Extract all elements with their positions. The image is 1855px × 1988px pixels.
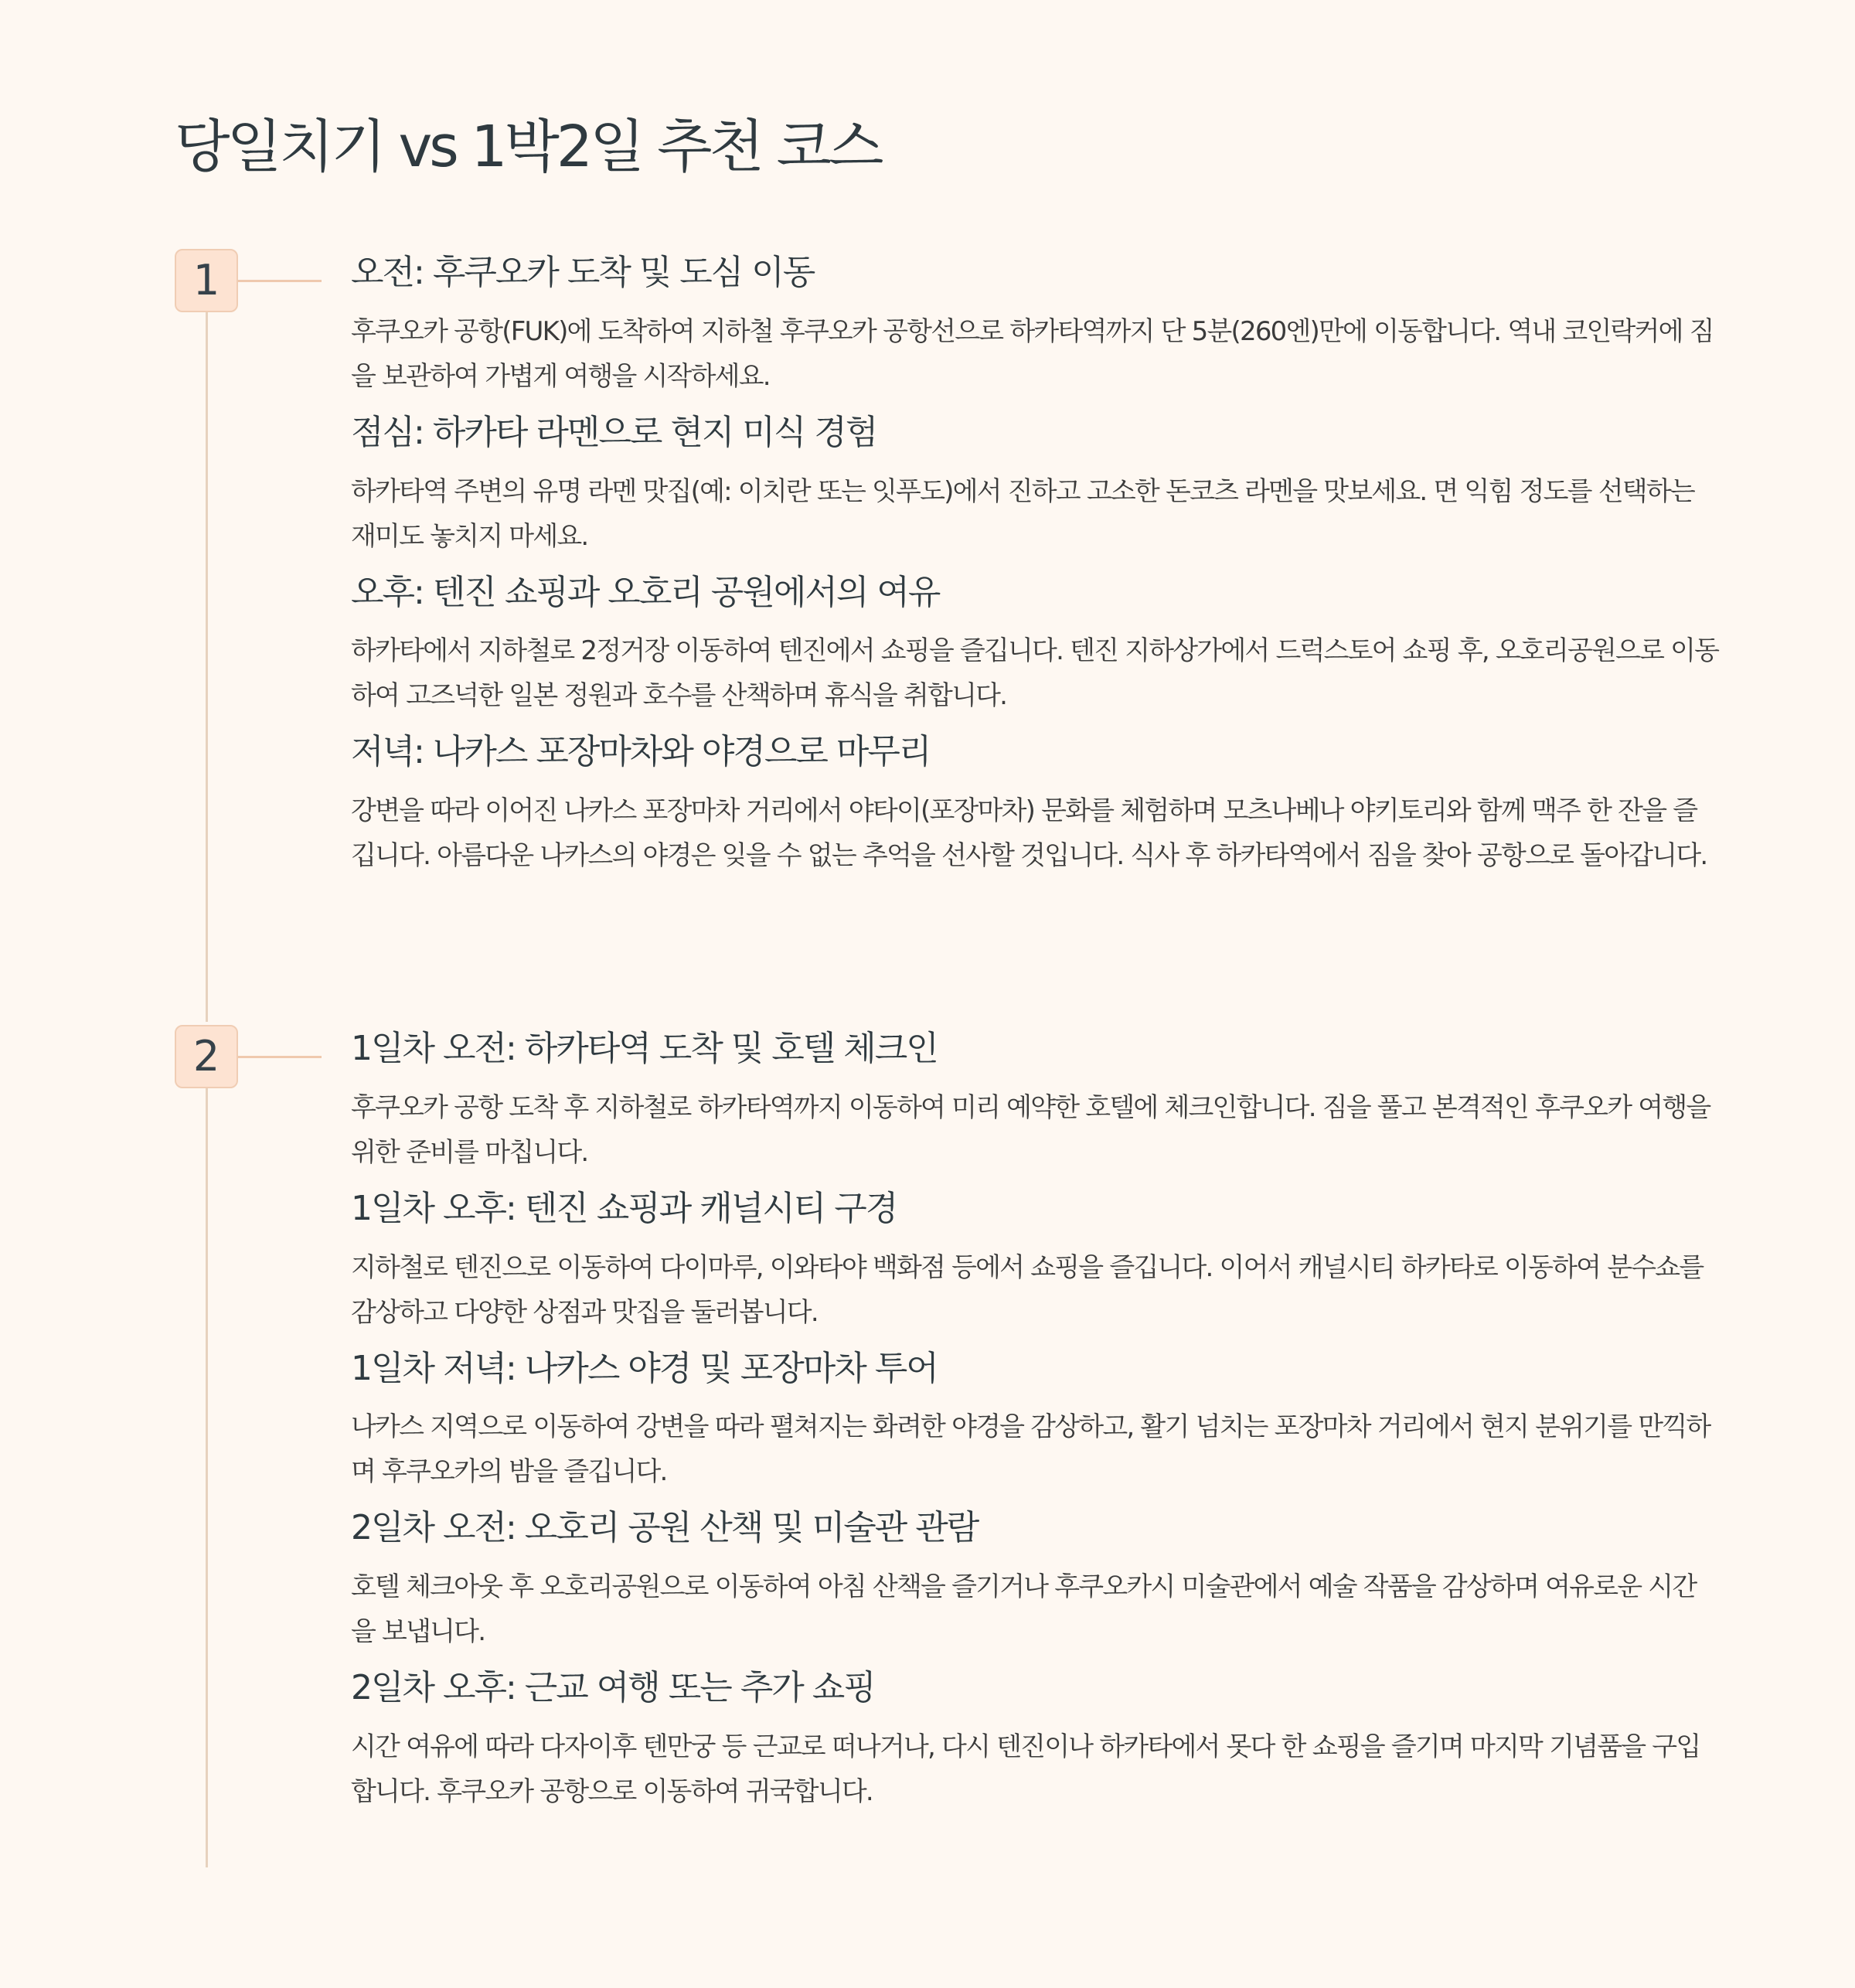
- course-overnight: [175, 1025, 1721, 1867]
- entry-description: 후쿠오카 공항(FUK)에 도착하여 지하철 후쿠오카 공항선으로 하카타역까지 단 5분(260엔)만에 이동합니다. 역내 코인락커에 짐을 보관하여 가볍게 여행을 시작하세요.: [351, 315, 1714, 392]
- entry-heading: 1일차 오후: 텐진 쇼핑과 캐널시티 구경: [351, 1188, 897, 1228]
- itinerary-entry: [351, 1508, 1719, 1654]
- course-day-trip: [175, 249, 1721, 1022]
- timeline-line: [206, 312, 208, 1022]
- entry-description: 하카타역 주변의 유명 라멘 맛집(예: 이치란 또는 잇푸도)에서 진하고 고소한 돈코츠 라멘을 맛보세요. 면 익힘 정도를 선택하는 재미도 놓치지 마세요.: [351, 475, 1694, 552]
- entry-heading: 1일차 저녁: 나카스 야경 및 포장마차 투어: [351, 1348, 938, 1388]
- course-content: [351, 253, 1719, 892]
- step-number-badge: 2: [175, 1025, 238, 1088]
- itinerary-entry: [351, 573, 1719, 719]
- entry-heading: 저녁: 나카스 포장마차와 야경으로 마무리: [351, 732, 931, 772]
- itinerary-entry: [351, 253, 1719, 399]
- entry-heading: 점심: 하카타 라멘으로 현지 미식 경험: [351, 412, 877, 452]
- itinerary-entry: [351, 1029, 1719, 1175]
- badge-connector: [238, 1056, 322, 1058]
- entry-description: 시간 여유에 따라 다자이후 텐만궁 등 근교로 떠나거나, 다시 텐진이나 하카타에서 못다 한 쇼핑을 즐기며 마지막 기념품을 구입합니다. 후쿠오카 공항으로 이동하여 귀국합니다.: [351, 1731, 1700, 1807]
- entry-heading: 2일차 오전: 오호리 공원 산책 및 미술관 관람: [351, 1508, 979, 1548]
- course-content: [351, 1029, 1719, 1828]
- itinerary-entry: [351, 413, 1719, 559]
- timeline-line: [206, 1088, 208, 1867]
- entry-description: 후쿠오카 공항 도착 후 지하철로 하카타역까지 이동하여 미리 예약한 호텔에 체크인합니다. 짐을 풀고 본격적인 후쿠오카 여행을 위한 준비를 마칩니다.: [351, 1091, 1710, 1168]
- page-title: 당일치기 vs 1박2일 추천 코스: [175, 114, 881, 180]
- entry-description: 나카스 지역으로 이동하여 강변을 따라 펼쳐지는 화려한 야경을 감상하고, 활기 넘치는 포장마차 거리에서 현지 분위기를 만끽하며 후쿠오카의 밤을 즐깁니다.: [351, 1411, 1710, 1488]
- entry-heading: 2일차 오후: 근교 여행 또는 추가 쇼핑: [351, 1668, 875, 1708]
- itinerary-entry: [351, 1349, 1719, 1495]
- itinerary-entry: [351, 1668, 1719, 1814]
- step-number-badge: 1: [175, 249, 238, 312]
- entry-description: 호텔 체크아웃 후 오호리공원으로 이동하여 아침 산책을 즐기거나 후쿠오카시 미술관에서 예술 작품을 감상하며 여유로운 시간을 보냅니다.: [351, 1571, 1697, 1648]
- entry-heading: 오전: 후쿠오카 도착 및 도심 이동: [351, 253, 815, 292]
- entry-description: 지하철로 텐진으로 이동하여 다이마루, 이와타야 백화점 등에서 쇼핑을 즐깁니다. 이어서 캐널시티 하카타로 이동하여 분수쇼를 감상하고 다양한 상점과 맛집을 둘러봅니다.: [351, 1251, 1704, 1328]
- itinerary-entry: [351, 1189, 1719, 1335]
- entry-description: 하카타에서 지하철로 2정거장 이동하여 텐진에서 쇼핑을 즐깁니다. 텐진 지하상가에서 드럭스토어 쇼핑 후, 오호리공원으로 이동하여 고즈넉한 일본 정원과 호수를 산책하며 휴식을 취합니다.: [351, 635, 1719, 712]
- badge-connector: [238, 280, 322, 282]
- entry-heading: 오후: 텐진 쇼핑과 오호리 공원에서의 여유: [351, 572, 940, 612]
- itinerary-entry: [351, 732, 1719, 878]
- entry-description: 강변을 따라 이어진 나카스 포장마차 거리에서 야타이(포장마차) 문화를 체험하며 모츠나베나 야키토리와 함께 맥주 한 잔을 즐깁니다. 아름다운 나카스의 야경은 잊을 수 없는 추억을 선사할 것입니다. 식사 후 하카타역에서 짐을 찾아 공항으로 돌아갑니다.: [351, 795, 1707, 872]
- entry-heading: 1일차 오전: 하카타역 도착 및 호텔 체크인: [351, 1029, 938, 1068]
